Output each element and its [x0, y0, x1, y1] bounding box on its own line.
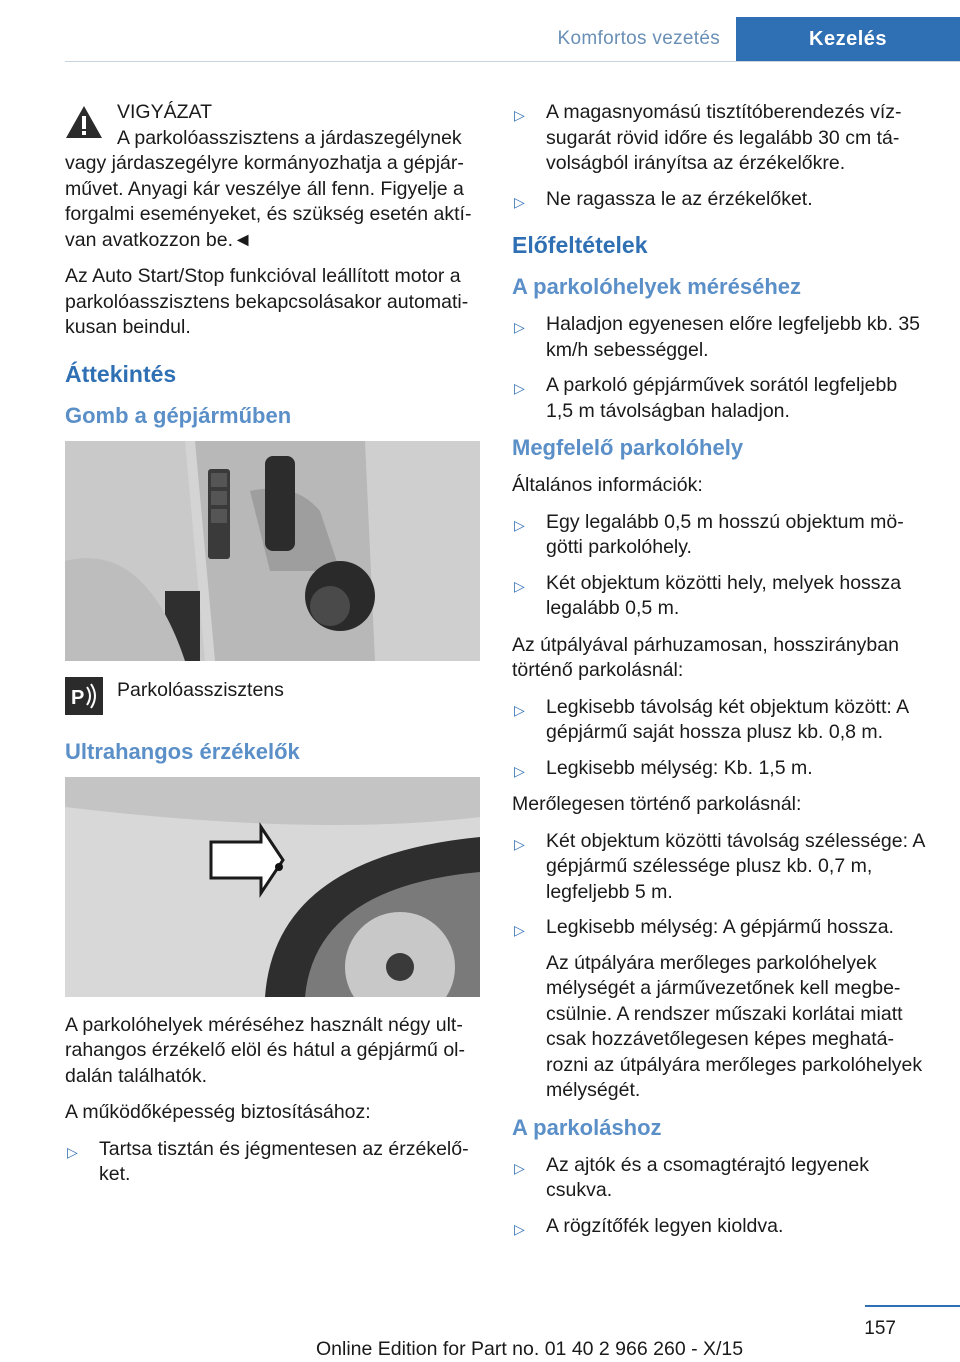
list-general — [512, 510, 927, 622]
paragraph-parallel: Az útpályával párhuzamosan, hosszirányban történő parkolásnál: — [512, 633, 899, 681]
bullet-triangle-icon: ▷ — [67, 1143, 78, 1160]
warning-line1: A parkolóasszisztens a járdaszegélynek — [117, 126, 462, 149]
list-item: ▷ Tartsa tisztán és jégmentesen az érzékelő-ket. — [67, 1137, 469, 1185]
paragraph-functionality: A működőképesség biztosításához: — [65, 1101, 371, 1123]
bullet-triangle-icon: ▷ — [514, 1159, 525, 1176]
list-measure — [512, 312, 927, 424]
paragraph-general: Általános információk: — [512, 474, 703, 496]
bullet-triangle-icon: ▷ — [514, 380, 525, 396]
parking-assistant-icon — [65, 677, 103, 715]
header-rule — [65, 61, 960, 62]
bullet-triangle-icon: ▷ — [514, 762, 525, 779]
list-item: ▷ Ne ragassza le az érzékelőket. — [512, 187, 927, 213]
list-item: ▷ Egy legalább 0,5 m hosszú objektum mö-götti parkolóhely. — [514, 510, 904, 558]
bullet-triangle-icon: ▷ — [514, 922, 525, 938]
bullet-triangle-icon: ▷ — [514, 1220, 525, 1237]
list-parallel — [512, 695, 927, 782]
left-column — [65, 100, 480, 1199]
list-parking — [512, 1153, 927, 1240]
bullet-triangle-icon: ▷ — [514, 107, 525, 123]
paragraph-sensors: A parkolóhelyek méréséhez használt négy ult-rahangos érzékelő elöl és hátul a gépjármű ol-dalán találhatók. — [65, 1013, 465, 1087]
heading-for-parking: A parkoláshoz — [512, 1114, 662, 1140]
warning-body: vagy járdaszegélyre kormányozhatja a gépjár- művet. Anyagi kár veszélye áll fenn. Figyelje a forgalmi eseményeket, és szükség esetén aktí-van avatkozzon be.◄ — [65, 152, 472, 251]
list-item: ▷ Két objektum közötti távolság szélessége: A gépjármű szélessége plusz kb. 0,7 m, legfeljebb 5 m. — [514, 829, 925, 903]
photo-center-console — [65, 441, 480, 661]
list-item: ▷ A parkoló gépjárművek sorától legfeljebb 1,5 m távolságban haladjon. — [514, 374, 898, 422]
list-perpendicular — [512, 829, 927, 1104]
page-header — [0, 0, 960, 62]
svg-text:P: P — [71, 686, 85, 709]
heading-ultrasonic: Ultrahangos érzékelők — [65, 738, 300, 764]
list-item: ▷ Haladjon egyenesen előre legfeljebb kb. 35 km/h sebességgel. — [514, 313, 921, 361]
bullet-triangle-icon: ▷ — [514, 193, 525, 210]
heading-measuring: A parkolóhelyek méréséhez — [512, 274, 801, 299]
photo-sensor-location — [65, 777, 480, 997]
list-left — [65, 1137, 480, 1188]
warning-triangle-icon — [65, 104, 103, 140]
paragraph-autostart: Az Auto Start/Stop funkcióval leállított motor a parkolóasszisztens bekapcsolásakor automati-kusan beindul. — [65, 265, 469, 338]
chapter-tab: Kezelés — [736, 17, 960, 62]
right-column — [512, 100, 927, 1250]
list-item: ▷ Legkisebb távolság két objektum között: A gépjármű saját hossza plusz kb. 0,8 m. — [514, 695, 909, 743]
footer-rule — [865, 1305, 960, 1307]
bullet-triangle-icon: ▷ — [514, 701, 525, 718]
list-item: ▷ A magasnyomású tisztítóberendezés víz-sugarát rövid időre és legalább 30 cm tá-volságból irányítsa az érzékelőkre. — [514, 101, 902, 174]
bullet-triangle-icon: ▷ — [514, 577, 525, 594]
center-console-illustration — [65, 441, 480, 661]
list-item: ▷ Legkisebb mélység: Kb. 1,5 m. — [512, 756, 927, 782]
section-title: Komfortos vezetés — [557, 28, 720, 49]
list-item: ▷ Az ajtók és a csomagtérajtó legyenek csukva. — [514, 1153, 870, 1201]
bullet-triangle-icon: ▷ — [514, 319, 525, 335]
list-item: ▷ A rögzítőfék legyen kioldva. — [512, 1214, 927, 1240]
list-item: ▷ Legkisebb mélység: A gépjármű hossza. Az útpályára merőleges parkolóhelyek mélységét a járművezetőnek kell megbe-csülnie. A rendszer műszaki korlátai miatt csak hozzávetőlegesen képes meghatá-rozni az útpályára merőleges parkolóhelyek mélységét. — [512, 915, 927, 1104]
warning-block — [65, 100, 480, 253]
caption-parking-assistant — [65, 677, 480, 725]
perpendicular-note: Az útpályára merőleges parkolóhelyek mélységét a járművezetőnek kell megbe-csülnie. A rendszer műszaki korlátai miatt csak hozzávetőlegesen képes meghatá-rozni az útpályára merőleges parkolóhelyek mélységét. — [546, 951, 923, 1101]
paragraph-perpendicular: Merőlegesen történő parkolásnál: — [512, 793, 802, 815]
list-top — [512, 100, 927, 212]
heading-overview: Áttekintés — [65, 360, 177, 387]
heading-prerequisites: Előfeltételek — [512, 232, 648, 258]
bullet-triangle-icon: ▷ — [514, 516, 525, 533]
warning-title: VIGYÁZAT — [117, 101, 212, 123]
heading-suitable-space: Megfelelő parkolóhely — [512, 435, 744, 460]
page-number: 157 — [864, 1318, 896, 1339]
heading-button: Gomb a gépjárműben — [65, 402, 292, 428]
bullet-triangle-icon: ▷ — [514, 835, 525, 852]
sensor-location-illustration — [65, 777, 480, 997]
list-item: ▷ Két objektum közötti hely, melyek hossza legalább 0,5 m. — [514, 571, 902, 619]
caption-text: Parkolóasszisztens — [117, 678, 284, 701]
edition-text: Online Edition for Part no. 01 40 2 966 260 - X/15 — [316, 1338, 744, 1360]
